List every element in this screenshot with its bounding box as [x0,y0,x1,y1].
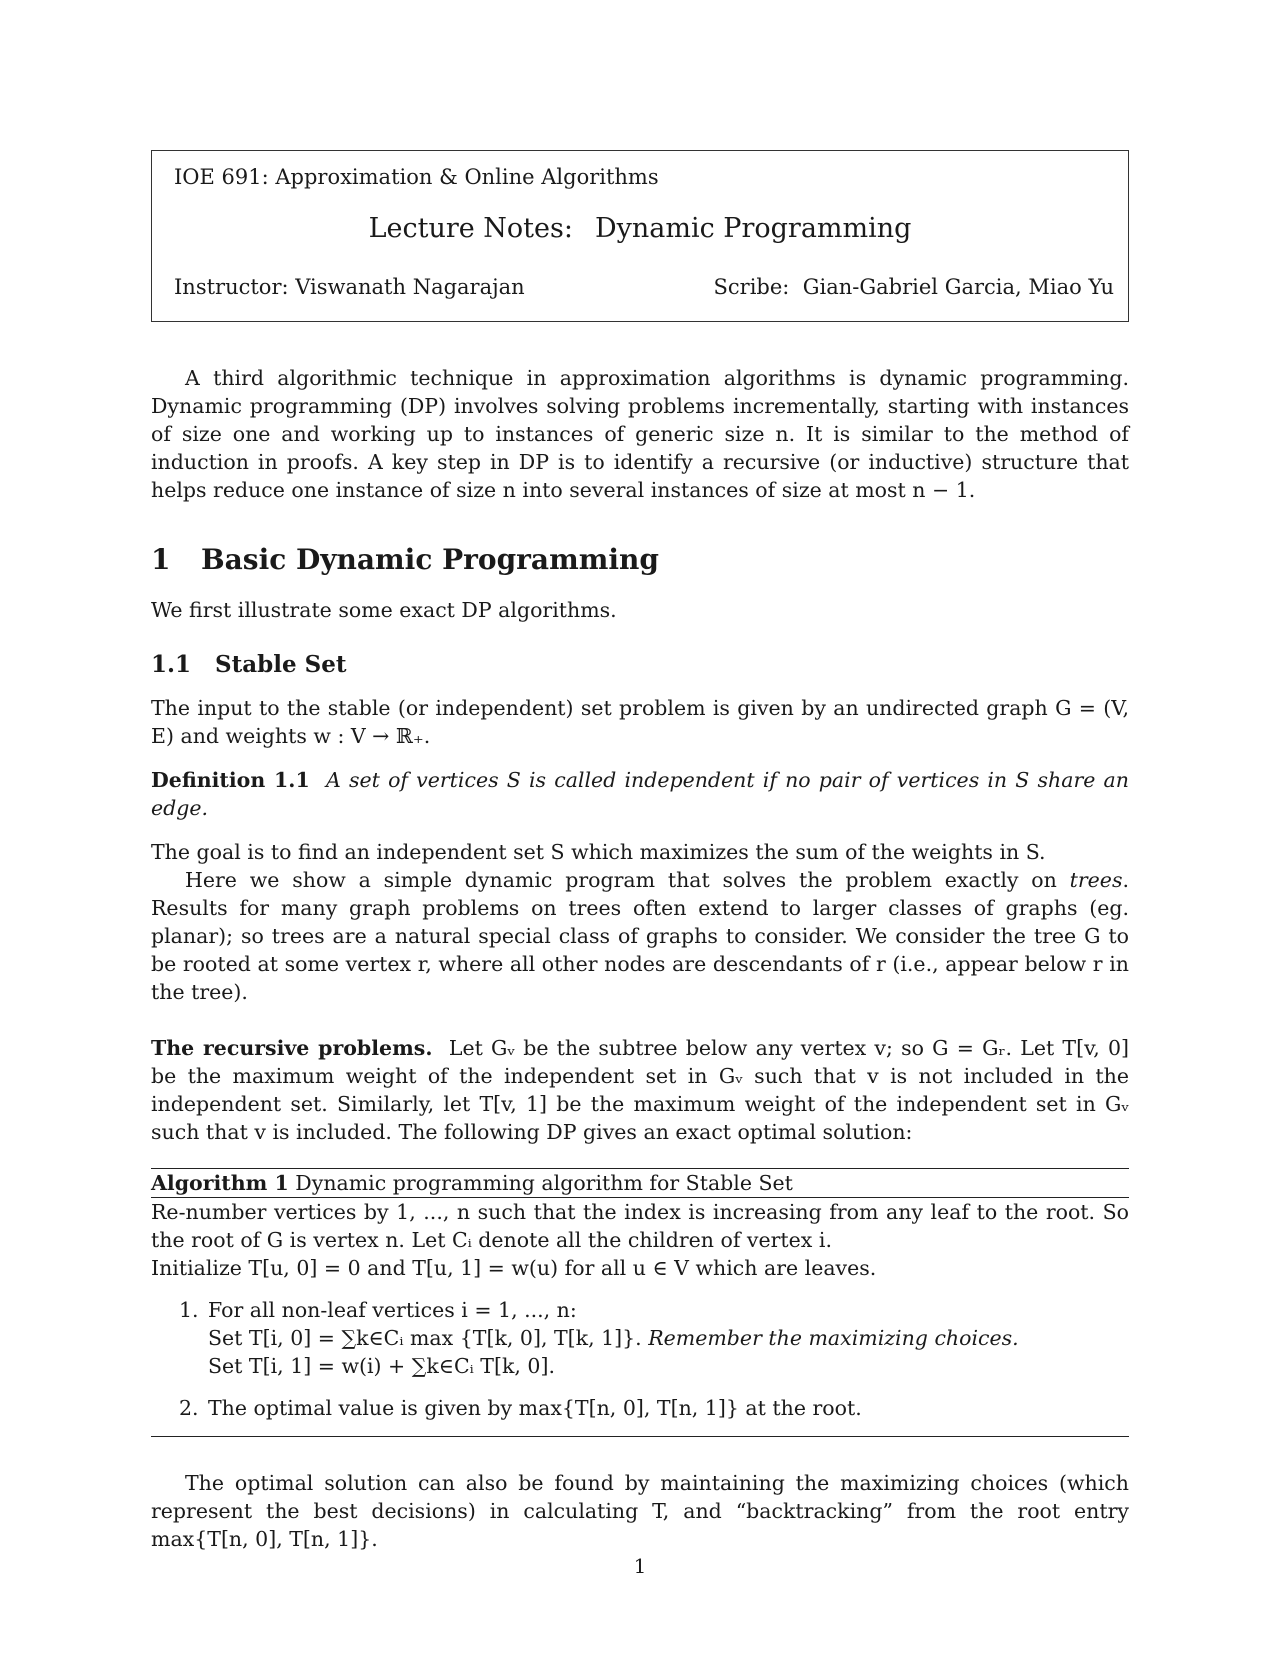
scribe-line [714,273,1114,301]
course-name: IOE 691: Approximation & Online Algorithms [174,165,659,189]
definition-label: Definition 1.1 [151,768,310,792]
page [151,150,1129,1553]
lecture-title-prefix: Lecture Notes: [368,213,573,244]
algorithm-caption [151,1169,1129,1198]
scribe-names: Gian-Gabriel Garcia, Miao Yu [802,275,1114,299]
algorithm-renumber: Re-number vertices by 1, ..., n such that the index is increasing from any leaf to the root. So the root of G is vertex n. Let Cᵢ denote all the children of vertex i. [151,1200,1129,1252]
scribe-label: Scribe: [713,275,790,299]
lecture-title-text: Dynamic Programming [594,213,912,244]
step-1-head: For all non-leaf vertices i = 1, ..., n: [208,1298,577,1322]
algorithm-step-1 [151,1296,1129,1380]
closing-paragraph: The optimal solution can also be found by maintaining the maximizing choices (which represent the best decisions) in calculating T, and “backtracking” from the root entry max{T[n, 0], T[n, 1]}. [151,1471,1129,1551]
recursive-problems-paragraph [151,1034,1129,1146]
stable-set-input-paragraph: The input to the stable (or independent) set problem is given by an undirected graph G = (V, E) and weights w : V → ℝ₊. [151,696,1129,748]
definition-text: A set of vertices S is called independent if no pair of vertices in S share an edge. [151,768,1129,820]
trees-text-a: Here we show a simple dynamic program that solves the problem exactly on [185,868,1057,892]
definition-1-1 [151,766,1129,822]
instructor-line: Instructor: Viswanath Nagarajan [174,275,525,299]
algorithm-label: Algorithm 1 [151,1171,289,1195]
intro-paragraph: A third algorithmic technique in approximation algorithms is dynamic programming. Dynamic programming (DP) involves solving problems incrementally, starting with instances of size one and working up to instances of generic size n. It is similar to the method of induction in proofs. A key step in DP is to identify a recursive (or inductive) structure that helps reduce one instance of size n into several instances of size at most n − 1. [151,366,1129,502]
step-1-set-0 [208,1324,1129,1352]
trees-emphasis: trees [1069,868,1123,892]
lecture-title [152,215,1128,243]
lecture-header-box [151,150,1129,322]
algorithm-step-2 [151,1394,1129,1422]
recursive-text: Let Gᵥ be the subtree below any vertex v; so G = Gᵣ. Let T[v, 0] be the maximum weight of the independent set in Gᵥ such that v is not included in the independent set. Similarly, let T[v, 1] be the maximum weight of the independent set in Gᵥ such that v is included. The following DP gives an exact optimal solution: [151,1036,1129,1144]
trees-text-b: . Results for many graph problems on trees often extend to larger classes of graphs (eg. planar); so trees are a natural special class of graphs to consider. We consider the tree G to be rooted at some vertex r, where all other nodes are descendants of r (i.e., appear below r in the tree). [151,868,1129,1004]
step-1-remember-note: Remember the maximizing choices. [648,1326,1019,1350]
algorithm-1-block [151,1168,1129,1437]
algorithm-bottom-rule [151,1436,1129,1437]
algorithm-initialize: Initialize T[u, 0] = 0 and T[u, 1] = w(u) for all u ∈ V which are leaves. [151,1256,877,1280]
algorithm-body [151,1198,1129,1422]
step-2-text: The optimal value is given by max{T[n, 0], T[n, 1]} at the root. [208,1396,862,1420]
goal-paragraph: The goal is to find an independent set S which maximizes the sum of the weights in S. [151,840,1046,864]
step-1-set-0-formula: Set T[i, 0] = ∑k∈Cᵢ max {T[k, 0], T[k, 1]}. [208,1326,642,1350]
step-number: 1. [179,1298,199,1322]
algorithm-caption-text: Dynamic programming algorithm for Stable Set [295,1171,793,1195]
algorithm-steps [151,1296,1129,1422]
step-number: 2. [179,1396,199,1420]
recursive-label: The recursive problems. [151,1036,433,1060]
section-1-heading [151,542,1129,578]
section-number: 1 [151,543,171,576]
subsection-number: 1.1 [151,651,192,678]
section-lead-paragraph: We first illustrate some exact DP algorithms. [151,598,617,622]
subsection-title: Stable Set [215,651,347,678]
section-title: Basic Dynamic Programming [201,543,659,576]
trees-paragraph [151,866,1129,1006]
step-1-set-1: Set T[i, 1] = w(i) + ∑k∈Cᵢ T[k, 0]. [208,1354,555,1378]
page-number: 1 [633,1554,647,1578]
subsection-1-1-heading [151,650,1129,680]
